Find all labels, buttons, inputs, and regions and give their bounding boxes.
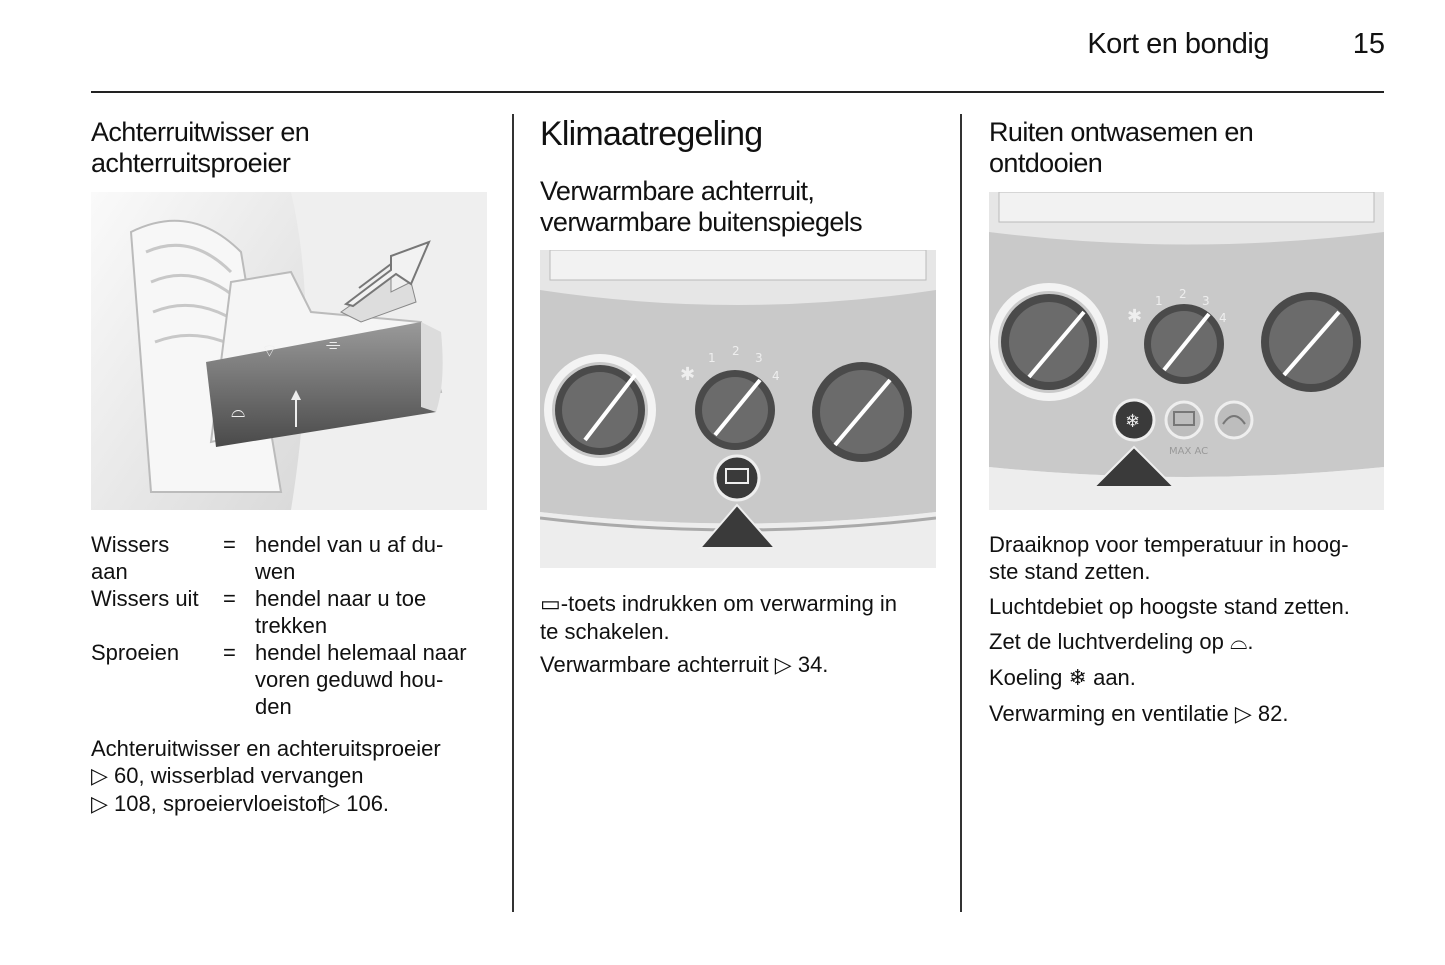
definition-row: Wissers aan = hendel van u af du- wen <box>91 532 444 584</box>
fan-speed-3: 3 <box>1202 294 1210 308</box>
rear-defrost-icon: ▭ <box>540 592 561 617</box>
ac-snowflake-icon: ❄ <box>1125 411 1141 432</box>
definition-row: Wissers uit = hendel naar u toe trekken <box>91 586 427 638</box>
fan-speed-4: 4 <box>1219 311 1227 325</box>
snowflake-icon: ❄ <box>1068 666 1087 691</box>
column-divider-1 <box>512 114 514 912</box>
ref-link[interactable]: 34. <box>797 652 829 677</box>
fan-speed-2: 2 <box>1179 287 1187 301</box>
ref-link[interactable]: 60, wisserblad vervangen <box>114 763 364 788</box>
heated-rear-heading: Verwarmbare achterruit, verwarmbare buitenspiegels <box>540 176 863 237</box>
fan-speed-4: 4 <box>772 369 780 383</box>
rear-washer-icon: ⌯ <box>326 334 341 355</box>
rear-wiper-heading: Achterruitwisser en achterruitsproeier <box>91 117 310 178</box>
defog-panel-figure <box>989 192 1384 510</box>
fan-speed-1: 1 <box>1155 294 1163 308</box>
definition-row: Sproeien = hendel helemaal naar voren geduwd hou- den <box>91 640 467 719</box>
chapter-title: Kort en bondig <box>1087 28 1269 60</box>
ref-link[interactable]: 106. <box>346 791 390 816</box>
instruction-airflow: Luchtdebiet op hoogste stand zetten. <box>989 594 1350 619</box>
defog-instructions <box>989 531 1389 728</box>
wiper-icon: ⌓ <box>231 401 246 422</box>
instruction-reference: Verwarming en ventilatie ▷ 82. <box>989 701 1289 727</box>
svg-text:✱: ✱ <box>680 364 696 385</box>
fan-speed-3: 3 <box>755 351 763 365</box>
ref-arrow-icon: ▷ <box>91 764 108 789</box>
windscreen-defrost-icon: ⌓ <box>1229 630 1248 655</box>
wiper-definitions <box>91 531 491 720</box>
defog-heading: Ruiten ontwasemen en ontdooien <box>989 117 1254 178</box>
ref-link[interactable]: 82. <box>1257 701 1289 726</box>
rear-wiper-icon: ⌔ <box>261 341 278 362</box>
ref-arrow-icon: ▷ <box>91 792 108 817</box>
climate-panel-figure <box>540 250 936 568</box>
instruction-cooling: Koeling ❄ aan. <box>989 665 1136 691</box>
climate-title: Klimaatregeling <box>540 115 763 153</box>
svg-text:✱: ✱ <box>1127 306 1143 327</box>
instruction-temperature: Draaiknop voor temperatuur in hoog- ste stand zetten. <box>989 532 1349 584</box>
column-divider-2 <box>960 114 962 912</box>
heated-rear-text: ▭-toets indrukken om verwarming in te schakelen. <box>540 591 898 644</box>
ref-arrow-icon: ▷ <box>774 653 792 678</box>
page-number: 15 <box>1352 28 1385 60</box>
fan-speed-1: 1 <box>708 351 716 365</box>
ref-arrow-icon: ▷ <box>1234 702 1252 727</box>
instruction-distribution: Zet de luchtverdeling op ⌓. <box>989 629 1254 655</box>
wiper-references: Achteruitwisser en achteruitsproeier ▷ 60, wisserblad vervangen ▷ 108, sproeiervloeistof▷ 106. <box>91 736 441 817</box>
heated-rear-reference: Verwarmbare achterruit ▷ 34. <box>540 652 829 678</box>
header-rule <box>91 91 1384 93</box>
fan-speed-2: 2 <box>732 344 740 358</box>
ref-arrow-icon: ▷ <box>323 792 341 817</box>
ref-link[interactable]: 108, sproeiervloeistof <box>114 791 324 816</box>
wiper-stalk-figure <box>91 192 487 510</box>
panel-label: MAX AC <box>1169 446 1209 457</box>
